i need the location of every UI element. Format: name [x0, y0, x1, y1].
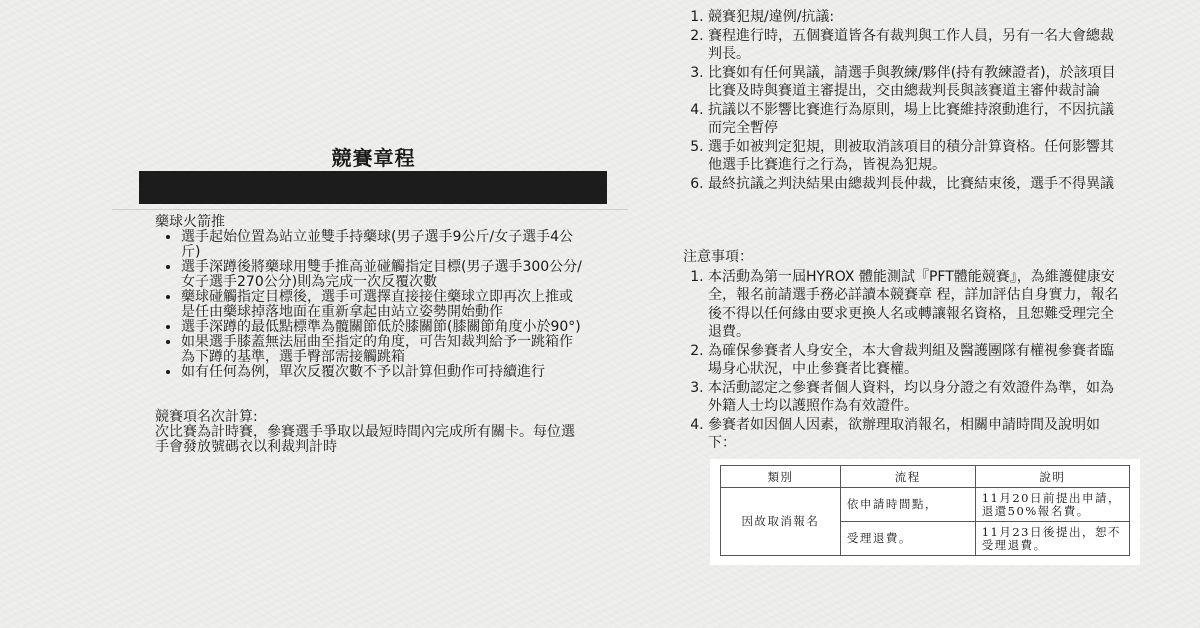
redacted-bar [139, 171, 607, 204]
refund-table [720, 465, 1130, 556]
list-item: 5. 選手如被判定犯規，則被取消該項目的積分計算資格。任何影響其他選手比賽進行之行為，皆視為犯規。 [708, 138, 1123, 175]
table-cell: 11月20日前提出申請，退還50%報名費。 [975, 488, 1129, 522]
table-header: 類別 [721, 466, 841, 488]
list-item: • 如有任何為例，單次反覆次數不予以計算但動作可持續進行 [181, 365, 585, 380]
notice-section [683, 248, 1123, 453]
list-item: 4. 參賽者如因個人因素，欲辦理取消報名，相關申請時間及說明如下： [708, 416, 1123, 453]
list-item: 1. 本活動為第一屆HYROX 體能測試『PFT體能競賽』，為維護健康安全，報名前請選手務必詳讀本競賽章 程，詳加評估自身實力，報名後不得以任何緣由要求更換人名或轉讓報名資格，且恕難受理完全退費。 [708, 268, 1123, 342]
section-heading: 藥球火箭推 [155, 214, 225, 230]
divider [112, 209, 628, 210]
section-heading: 競賽項名次計算: [155, 409, 258, 425]
ranking-section [155, 410, 585, 455]
list-item: 4. 抗議以不影響比賽進行為原則，場上比賽維持滾動進行，不因抗議而完全暫停 [708, 101, 1123, 138]
list-item: 2. 為確保參賽者人身安全，本大會裁判組及醫護團隊有權視參賽者臨場身心狀況，中止參賽者比賽權。 [708, 342, 1123, 379]
table-header-row [721, 466, 1130, 488]
notice-list [683, 268, 1123, 453]
list-item: • 選手起始位置為站立並雙手持藥球(男子選手9公斤/女子選手4公斤) [181, 230, 585, 260]
table-row [721, 488, 1130, 522]
list-item: • 如果選手膝蓋無法屈曲至指定的角度，可告知裁判給予一跳箱作為下蹲的基準，選手臀部需接觸跳箱 [181, 335, 585, 365]
rules-list [683, 8, 1123, 193]
list-item: 2. 賽程進行時，五個賽道皆各有裁判與工作人員，另有一名大會總裁判長。 [708, 27, 1123, 64]
medicine-ball-section [155, 215, 585, 380]
table-cell: 受理退費。 [840, 522, 975, 556]
list-item: 3. 本活動認定之參賽者個人資料，均以身分證之有效證件為準，如為外籍人士均以護照作為有效證件。 [708, 379, 1123, 416]
rule-list [155, 230, 585, 380]
list-item: 6. 最終抗議之判決結果由總裁判長仲裁，比賽結束後，選手不得異議 [708, 175, 1123, 194]
table-header: 說明 [975, 466, 1129, 488]
table-header: 流程 [840, 466, 975, 488]
list-item: 3. 比賽如有任何異議，請選手與教練/夥伴(持有教練證者)，於該項目比賽及時與賽道主審提出，交由總裁判長與該賽道主審仲裁討論 [708, 64, 1123, 101]
list-item: 1. 競賽犯規/違例/抗議: [708, 8, 1123, 27]
table-cell: 依申請時間點， [840, 488, 975, 522]
refund-table-image [710, 459, 1140, 565]
table-cell: 11月23日後提出，恕不受理退費。 [975, 522, 1129, 556]
list-item: • 選手深蹲的最低點標準為髖關節低於膝關節(膝關節角度小於90°) [181, 320, 585, 335]
section-heading: 注意事項： [683, 249, 753, 265]
list-item: • 選手深蹲後將藥球用雙手推高並碰觸指定目標(男子選手300公分/女子選手270公分)則為完成一次反覆次數 [181, 260, 585, 290]
list-item: • 藥球碰觸指定目標後，選手可選擇直接接住藥球立即再次上推或是任由藥球掉落地面在重新拿起由站立姿勢開始動作 [181, 290, 585, 320]
page-title: 競賽章程 [331, 146, 416, 170]
rules-section [683, 8, 1123, 193]
table-cell-category: 因故取消報名 [721, 488, 841, 556]
section-text: 次比賽為計時賽，參賽選手爭取以最短時間內完成所有關卡。每位選手會發放號碼衣以利裁判計時 [155, 424, 575, 455]
